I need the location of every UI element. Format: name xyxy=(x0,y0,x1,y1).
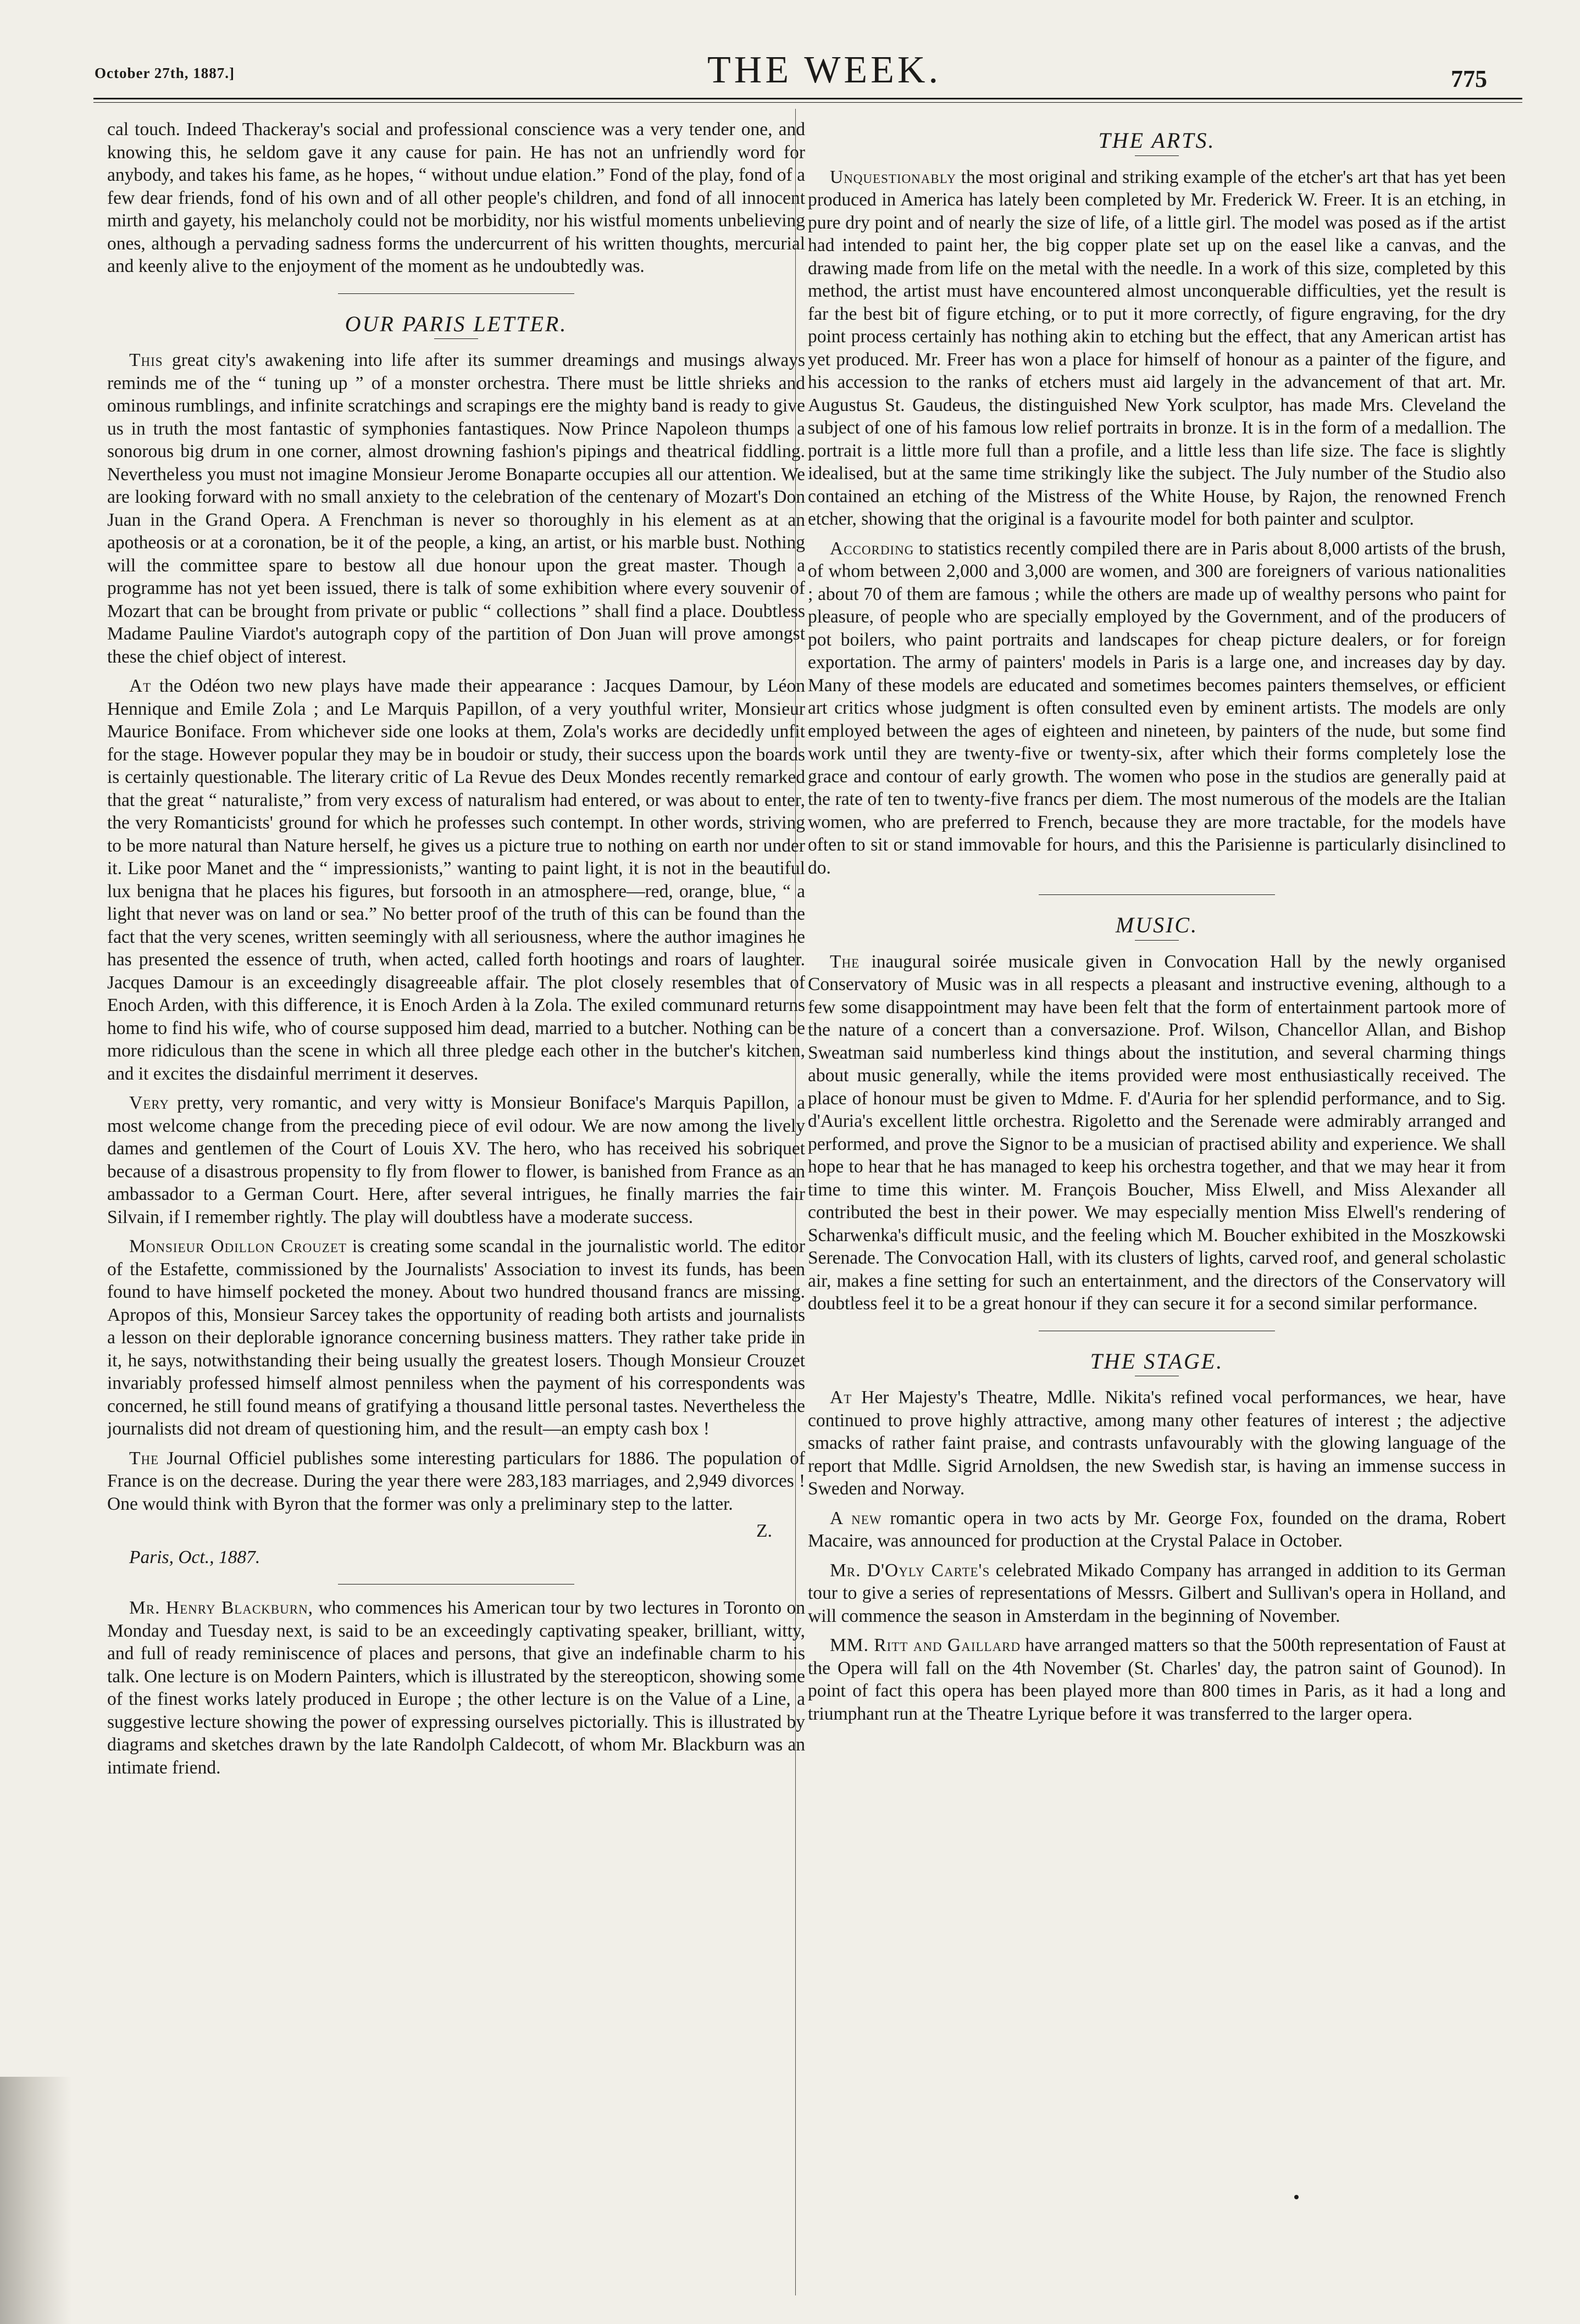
section-title-stage: THE STAGE. xyxy=(1090,1348,1224,1374)
page-number: 775 xyxy=(1451,65,1487,92)
lead-word: The xyxy=(830,951,860,972)
lead-word: Unquestionably xyxy=(830,166,957,187)
paris-paragraph-2 xyxy=(107,675,805,1085)
stage-paragraph-3 xyxy=(808,1559,1506,1628)
lead-word: Mr. Henry Blackburn, xyxy=(129,1598,314,1618)
paragraph-text: great city's awakening into life after its summer dreamings and musings always reminds me of the “ tuning up ” of a monster orchestra. There must be little shrieks and ominous rumblings, and infinite scratchings and scrapings ere the mighty band is ready to give us in truth the most fantastic of symphonies fantastiques. Now Prince Napoleon thumps a sonorous big drum in one corner, almost drowning fashion's pipings and theatrical fiddling. Nevertheless you must not imagine Monsieur Jerome Bonaparte occupies all our attention. We are looking forward with no small anxiety to the celebration of the centenary of Mozart's Don Juan in the Grand Opera. A Frenchman is never so thoroughly in his element as at an apotheosis or at a coronation, be it of the people, a king, an artist, or his marble bust. Nothing will the committee spare to bestow all due honour upon the great master. Though a programme has not yet been issued, there is talk of some exhibition where every souvenir of Mozart that can be brought from private or public “ collections ” shall find a place. Doubtless Madame Pauline Viardot's autograph copy of the partition of Don Juan will prove amongst these the chief object of interest. xyxy=(107,350,805,667)
lead-word: According xyxy=(830,538,914,559)
paragraph-text: Her Majesty's Theatre, Mdlle. Nikita's refined vocal performances, we hear, have continued to prove highly attractive, among many other features of interest ; the adjective smacks of rather faint praise, and contrasts unfavourably with the glowing language of the report that Mdlle. Sigrid Arnoldsen, the new Swedish star, is having an immense success in Sweden and Norway. xyxy=(808,1387,1506,1499)
section-title-arts: THE ARTS. xyxy=(1098,128,1216,153)
ink-speck xyxy=(1294,2195,1299,2199)
arts-paragraph-2 xyxy=(808,537,1506,880)
page-edge-stain xyxy=(0,2077,71,2324)
paragraph-text: inaugural soirée musicale given in Convocation Hall by the newly organised Conservatory of Music was in all respects a pleasant and instructive evening, although to a few some disappointment may have been felt that the form of entertainment partook more of the nature of a concert than a conversazione. Prof. Wilson, Chancellor Allan, and Bishop Sweatman said numberless kind things about the institution, and several charming things about music generally, while the items provided were most enthusiastically received. The place of honour must be given to Mdme. F. d'Auria for her splendid performance, and to Sig. d'Auria's excellent little orchestra. Rigoletto and the Serenade were admirably arranged and performed, and prove the Signor to be a musician of practised ability and experience. We shall hope to hear that he has managed to keep his orchestra together, and that we may hear it from time to time this winter. M. François Boucher, Miss Elwell, and Miss Alexander all contributed the best in their power. We may especially mention Miss Elwell's rendering of Scharwenka's difficult music, and the feeling which M. Boucher exhibited in the Moszkowski Serenade. The Convocation Hall, with its clusters of lights, carved roof, and general scholastic air, makes a fine setting for such an entertainment, and the directors of the Conservatory will doubtless feel it to be a great honour if they can secure it for a second similar performance. xyxy=(808,951,1506,1314)
paris-paragraph-1 xyxy=(107,349,805,668)
paragraph-text: romantic opera in two acts by Mr. George Fox, founded on the drama, Robert Macaire, was announced for production at the Crystal Palace in October. xyxy=(808,1508,1506,1551)
section-rule xyxy=(1039,894,1275,895)
lead-word: A new xyxy=(830,1508,882,1528)
stage-paragraph-2 xyxy=(808,1507,1506,1553)
paragraph-text: the Odéon two new plays have made their appearance : Jacques Damour, by Léon Hennique and Emile Zola ; and Le Marquis Papillon, of a very youthful writer, Monsieur Maurice Boniface. From whichever side one looks at them, Zola's works are decidedly unfit for the stage. However popular they may be in boudoir or study, their success upon the boards is certainly questionable. The literary critic of La Revue des Deux Mondes recently remarked that the great “ naturaliste,” from very excess of naturalism had entered, or was about to enter, the very Romanticists' ground for which he professes such contempt. In other words, striving to be more natural than Nature herself, he gives us a picture true to nothing on earth nor under it. Like poor Manet and the “ impressionists,” wanting to paint light, it is not in the beautiful lux benigna that he places his figures, but forsooth in an atmosphere—red, orange, blue, “ a light that never was on land or sea.” No better proof of the truth of this can be found than the fact that the very scenes, written seemingly with all seriousness, where the author imagines he has presented the essence of truth, when acted, called forth hootings and roars of laughter. Jacques Damour is an exceedingly disagreeable affair. The plot closely resembles that of Enoch Arden, with this difference, it is Enoch Arden à la Zola. The exiled communard returns home to find his wife, who of course supposed him dead, married to a butcher. Nothing can be more ridiculous than the scene in which all three pledge each other in the butcher's kitchen, and it excites the disdainful merriment it deserves. xyxy=(107,676,805,1084)
arts-paragraph-1 xyxy=(808,166,1506,531)
paris-paragraph-4 xyxy=(107,1235,805,1441)
paragraph-text: is creating some scandal in the journalistic world. The editor of the Estafette, commissioned by the Journalists' Association to invest its funds, has been found to have himself pocketed the money. About two hundred thousand francs are missing. Apropos of this, Monsieur Sarcey takes the opportunity of reading both artists and journalists a lesson on their deplorable ignorance concerning business matters. They rather take pride in it, he says, notwithstanding their being usually the greatest losers. Though Monsieur Crouzet invariably professed himself almost penniless when the payment of his correspondents was concerned, he still found means of gratifying a thousand little personal tastes. Nevertheless the journalists did not dream of questioning him, and the result—an empty cash box ! xyxy=(107,1236,805,1439)
music-paragraph-1 xyxy=(808,950,1506,1315)
section-title-music: MUSIC. xyxy=(1115,913,1199,937)
lead-word: The xyxy=(129,1448,159,1469)
paragraph-text: to statistics recently compiled there are in Paris about 8,000 artists of the brush, of whom between 2,000 and 3,000 are women, and 300 are foreigners of various nationalities ; about 70 of them are famous ; while the others are made up of wealthy persons who paint for pleasure, of people who are specially employed by the Government, and of the producers of pot boilers, who paint portraits and landscapes for cheap picture dealers, or for foreign exportation. The army of painters' models in Paris is a large one, and increases day by day. Many of these models are educated and sometimes becomes painters themselves, or efficient art critics whose judgment is often consulted even by eminent artists. The models are only employed between the ages of eighteen and nineteen, by painters of the nude, but some find work until they are twenty-five or twenty-six, after which their forms completely lose the grace and contour of early growth. The women who pose in the studios are generally paid at the rate of ten to twenty-five francs per diem. The most numerous of the models are the Italian women, who are preferred to French, because they are more tractable, for the models have often to sit or stand immovable for hours, and this the Parisienne is particularly disinclined to do. xyxy=(808,538,1506,878)
paragraph-text: celebrated Mikado Company has arranged in addition to its German tour to give a series of representations of Messrs. Gilbert and Sullivan's opera in Holland, and will commence the season in Amsterdam in the beginning of November. xyxy=(808,1560,1506,1626)
stage-paragraph-4 xyxy=(808,1634,1506,1725)
paragraph-text: have arranged matters so that the 500th representation of Faust at the Opera will fall on the 4th November (St. Charles' day, the patron saint of Gounod). In point of fact this opera has been played more than 800 times in Paris, as it had a long and triumphant run at the Theatre Lyrique before it was transferred to the larger opera. xyxy=(808,1635,1506,1724)
paragraph-text: Journal Officiel publishes some interesting particulars for 1886. The population of France is on the decrease. During the year there were 283,183 marriages, and 2,949 divorces ! One would think with Byron that the former was only a preliminary step to the latter. xyxy=(107,1448,805,1514)
header-rule xyxy=(93,98,1522,99)
section-title-paris-letter: OUR PARIS LETTER. xyxy=(345,311,568,336)
paris-paragraph-3 xyxy=(107,1092,805,1228)
paris-paragraph-5 xyxy=(107,1447,805,1516)
letter-dateline: Paris, Oct., 1887. xyxy=(129,1547,260,1567)
left-column xyxy=(107,118,805,2294)
issue-date: October 27th, 1887.] xyxy=(95,65,235,81)
lead-word: This xyxy=(129,350,163,370)
thackeray-continuation: cal touch. Indeed Thackeray's social and professional conscience was a very tender one, and knowing this, he seldom gave it any cause for pain. He has not an unfriendly word for anybody, and takes his fame, as he hopes, “ without undue elation.” Fond of the play, fond of a few dear friends, fond of his own and of all other people's children, and fond of all innocent mirth and gayety, his melancholy could not be morbidity, nor his wistful moments unbelieving ones, although a pervading sadness forms the undercurrent of his written thoughts, mercurial and keenly alive to the enjoyment of the moment as he undoubtedly was. xyxy=(107,119,805,276)
lead-word: At xyxy=(129,676,152,696)
section-rule xyxy=(338,293,574,294)
blackburn-paragraph xyxy=(107,1597,805,1779)
right-column xyxy=(808,118,1506,2294)
lead-word: Very xyxy=(129,1093,169,1113)
lead-word: Mr. D'Oyly Carte's xyxy=(830,1560,990,1581)
newspaper-title: THE WEEK. xyxy=(707,49,941,91)
paragraph-text: who commences his American tour by two lectures in Toronto on Monday and Tuesday next, is said to be an exceedingly captivating speaker, brilliant, witty, and full of ready reminiscence of places and persons, that give an indefinable charm to his talk. One lecture is on Modern Painters, which is illustrated by the stereopticon, showing some of the finest works lately produced in Europe ; the other lecture is on the Value of a Line, a suggestive lecture showing the power of expressing ourselves pictorially. This is illustrated by diagrams and sketches drawn by the late Randolph Caldecott, of whom Mr. Blackburn was an intimate friend. xyxy=(107,1598,805,1778)
title-underline xyxy=(1135,155,1179,156)
title-underline xyxy=(1135,940,1179,941)
lead-word: At xyxy=(830,1387,852,1408)
title-underline xyxy=(434,338,478,339)
lead-word: Monsieur Odillon Crouzet xyxy=(129,1236,347,1256)
paragraph-text: pretty, very romantic, and very witty is Monsieur Boniface's Marquis Papillon, a most welcome change from the preceding piece of evil odour. We are now among the lively dames and gentlemen of the Court of Louis XV. The hero, who has received his sobriquet because of a disastrous propensity to fly from flower to flower, is banished from France as an ambassador to a German Court. Here, after several intrigues, he finally marries the fair Silvain, if I remember rightly. The play will doubtless have a moderate success. xyxy=(107,1093,805,1227)
masthead xyxy=(0,0,1580,110)
lead-word: MM. Ritt and Gaillard xyxy=(830,1635,1021,1655)
paragraph-text: the most original and striking example of the etcher's art that has yet been produced in America has lately been completed by Mr. Frederick W. Freer. It is an etching, in pure dry point and of nearly the size of life, of a little girl. The model was posed as if the artist had intended to paint her, the big copper plate set up on the easel like a canvas, and the drawing made from life on the metal with the needle. In a work of this size, completed by this method, the artist must have encountered almost unconquerable difficulties, yet the result is far the best bit of figure etching, or to put it more correctly, of figure engraving, for the dry point process certainly has nothing akin to etching but the effect, that any American artist has yet produced. Mr. Freer has won a place for himself of honour as a painter of the figure, and his accession to the ranks of etchers must aid largely in the advancement of that art. Mr. Augustus St. Gaudeus, the distinguished New York sculptor, has made Mrs. Cleveland the subject of one of his famous low relief portraits in bronze. It is in the form of a medallion. The portrait is a little more full than a profile, and a little less than life size. The face is slightly idealised, but at the same time strikingly like the subject. The July number of the Studio also contained an etching of the Mistress of the White House, by Rajon, the renowned French etcher, showing that the original is a favourite model for both painter and sculptor. xyxy=(808,166,1506,529)
header-rule-thin xyxy=(93,102,1522,103)
stage-paragraph-1 xyxy=(808,1386,1506,1500)
author-signature: Z. xyxy=(756,1521,772,1541)
